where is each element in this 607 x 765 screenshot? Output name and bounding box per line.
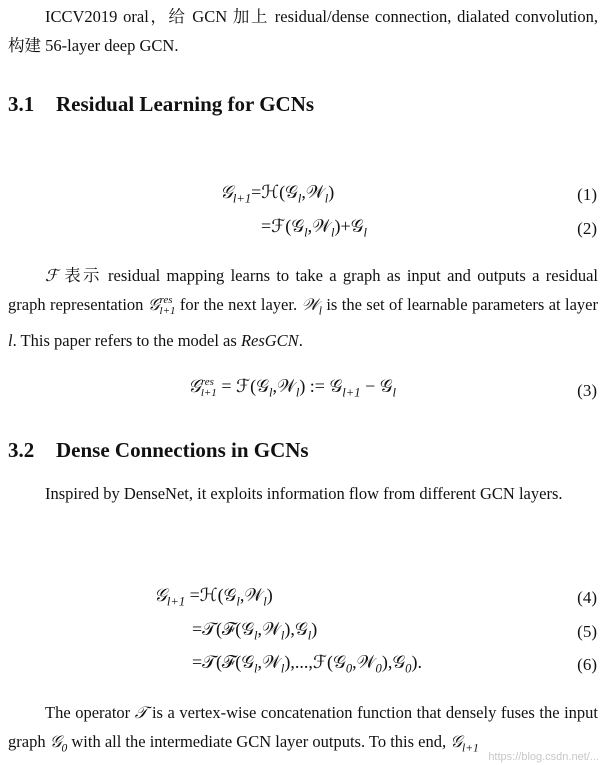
- equation-1: 𝒢$_{l+1}$=ℋ(𝒢$_l$,𝒲$_l$): [220, 182, 335, 206]
- watermark: https://blog.csdn.net/...: [488, 751, 599, 763]
- section-heading-3-2: 3.2 Dense Connections in GCNs: [8, 438, 309, 462]
- equation-2: =ℱ(𝒢$_l$,𝒲$_l$)+𝒢$_l$: [261, 216, 367, 240]
- equation-5-number: (5): [577, 622, 597, 641]
- equation-3: 𝒢 res l+1 = ℱ(𝒢$_l$,𝒲$_l$) := 𝒢$_{l+1}$ − 𝒢$_l$: [188, 375, 397, 400]
- equation-4: 𝒢$_{l+1}$ =ℋ(𝒢$_l$,𝒲$_l$): [154, 585, 273, 609]
- equation-5: =𝒯(ℱ(𝒢$_l$,𝒲$_l$),𝒢$_l$): [192, 619, 318, 643]
- equation-4-number: (4): [577, 588, 597, 607]
- section-heading-3-1: 3.1 Residual Learning for GCNs: [8, 92, 315, 116]
- equation-6: =𝒯(ℱ(𝒢$_l$,𝒲$_l$),...,ℱ(𝒢$_0$,𝒲$_0$),𝒢$_0$).: [192, 652, 422, 676]
- equation-2-number: (2): [577, 219, 597, 238]
- equation-3-number: (3): [577, 381, 597, 400]
- dense-paragraph: Inspired by DenseNet, it exploits information flow from different GCN layers.: [45, 484, 563, 503]
- equation-1-number: (1): [577, 185, 597, 204]
- intro-paragraph: ICCV2019 oral，给 GCN 加上 residual/dense connection, dialated convolution, 构建 56-layer deep GCN.: [8, 7, 598, 55]
- operator-paragraph: The operator 𝒯 is a vertex-wise concatenation function that densely fuses the input graph 𝒢$_0$ with all the intermediate GCN layer outputs. To this end, 𝒢$_{l+1}$: [8, 703, 598, 755]
- equation-6-number: (6): [577, 655, 597, 674]
- residual-paragraph: ℱ 表示 residual mapping learns to take a graph as input and outputs a residual graph representation 𝒢 res l+1 for the next layer. 𝒲$_l$ is the set of learnable parameters at layer l. This paper refers to the model as ResGCN.: [8, 266, 598, 351]
